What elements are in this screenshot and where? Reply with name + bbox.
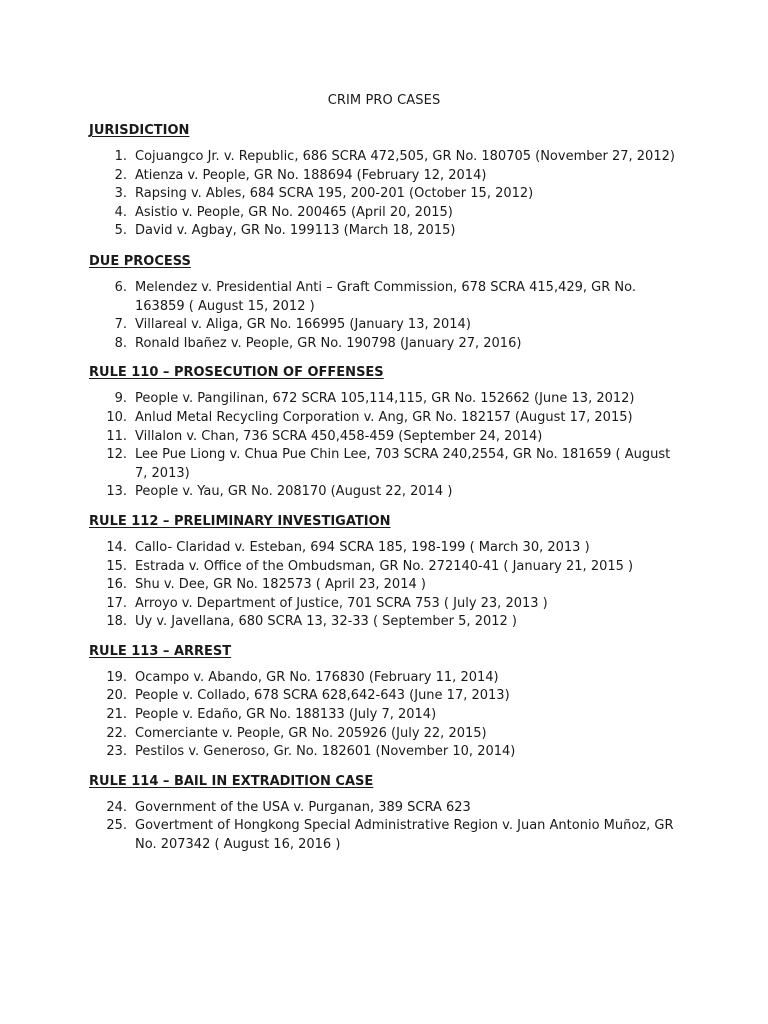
case-number: 6. bbox=[114, 279, 127, 295]
case-number: 18. bbox=[106, 614, 127, 630]
case-number: 15. bbox=[106, 558, 127, 574]
case-citation: Villareal v. Aliga, GR No. 166995 (January 13, 2014) bbox=[135, 317, 471, 333]
case-citation: Estrada v. Office of the Ombudsman, GR No. 272140-41 ( January 21, 2015 ) bbox=[135, 558, 634, 574]
case-number: 25. bbox=[106, 818, 127, 834]
case-number: 21. bbox=[106, 707, 127, 723]
case-item bbox=[89, 167, 689, 186]
document-body bbox=[89, 121, 689, 865]
case-item bbox=[89, 539, 689, 558]
case-citation: David v. Agbay, GR No. 199113 (March 18, 2015) bbox=[135, 223, 456, 239]
case-item bbox=[89, 428, 689, 447]
case-number: 3. bbox=[114, 186, 127, 202]
case-item bbox=[89, 576, 689, 595]
case-item bbox=[89, 687, 689, 706]
case-number: 22. bbox=[106, 725, 127, 741]
case-number: 19. bbox=[106, 669, 127, 685]
case-list bbox=[89, 148, 689, 241]
case-list bbox=[89, 539, 689, 632]
case-item bbox=[89, 817, 689, 854]
document-title: CRIM PRO CASES bbox=[327, 93, 441, 108]
case-item bbox=[89, 706, 689, 725]
case-item bbox=[89, 743, 689, 762]
case-list bbox=[89, 390, 689, 502]
case-citation: Government of the USA v. Purganan, 389 SCRA 623 bbox=[135, 799, 471, 815]
case-citation: Atienza v. People, GR No. 188694 (February 12, 2014) bbox=[135, 167, 487, 183]
section-heading: DUE PROCESS bbox=[89, 253, 191, 269]
case-citation: Shu v. Dee, GR No. 182573 ( April 23, 2014 ) bbox=[135, 577, 426, 593]
case-item bbox=[89, 222, 689, 241]
case-item bbox=[89, 669, 689, 688]
case-item bbox=[89, 335, 689, 354]
case-citation: People v. Pangilinan, 672 SCRA 105,114,115, GR No. 152662 (June 13, 2012) bbox=[135, 391, 635, 407]
section-heading: RULE 114 – BAIL IN EXTRADITION CASE bbox=[89, 773, 374, 789]
case-citation: Anlud Metal Recycling Corporation v. Ang, GR No. 182157 (August 17, 2015) bbox=[135, 409, 633, 425]
case-citation: Pestilos v. Generoso, Gr. No. 182601 (November 10, 2014) bbox=[135, 744, 516, 760]
case-item bbox=[89, 185, 689, 204]
case-item bbox=[89, 390, 689, 409]
case-item bbox=[89, 595, 689, 614]
case-citation: Govertment of Hongkong Special Administrative Region v. Juan Antonio Muñoz, GR No. 207342 ( August 16, 2016 ) bbox=[135, 818, 674, 853]
section-heading: RULE 112 – PRELIMINARY INVESTIGATION bbox=[89, 513, 391, 529]
case-number: 24. bbox=[106, 799, 127, 815]
case-number: 4. bbox=[114, 204, 127, 220]
case-citation: Lee Pue Liong v. Chua Pue Chin Lee, 703 SCRA 240,2554, GR No. 181659 ( August 7, 2013) bbox=[135, 447, 671, 481]
case-citation: Arroyo v. Department of Justice, 701 SCRA 753 ( July 23, 2013 ) bbox=[135, 595, 548, 611]
case-item bbox=[89, 799, 689, 818]
section-rule-114 bbox=[89, 772, 689, 855]
case-number: 2. bbox=[114, 167, 127, 183]
case-number: 17. bbox=[106, 595, 127, 611]
case-citation: Cojuangco Jr. v. Republic, 686 SCRA 472,505, GR No. 180705 (November 27, 2012) bbox=[135, 149, 675, 164]
case-item bbox=[89, 279, 689, 316]
section-heading: JURISDICTION bbox=[89, 123, 190, 138]
section-rule-113 bbox=[89, 642, 689, 762]
case-citation: Melendez v. Presidential Anti – Graft Commission, 678 SCRA 415,429, GR No. 163859 ( August 15, 2012 ) bbox=[135, 279, 636, 314]
case-citation: Comerciante v. People, GR No. 205926 (July 22, 2015) bbox=[135, 725, 487, 741]
case-number: 13. bbox=[106, 484, 127, 500]
section-rule-112 bbox=[89, 512, 689, 632]
case-item bbox=[89, 725, 689, 744]
case-number: 23. bbox=[106, 744, 127, 760]
case-citation: People v. Edaño, GR No. 188133 (July 7, 2014) bbox=[135, 707, 437, 723]
case-citation: Rapsing v. Ables, 684 SCRA 195, 200-201 (October 15, 2012) bbox=[135, 186, 534, 202]
case-number: 11. bbox=[106, 428, 127, 444]
case-number: 16. bbox=[106, 577, 127, 593]
case-list bbox=[89, 279, 689, 353]
case-citation: Asistio v. People, GR No. 200465 (April 20, 2015) bbox=[135, 204, 453, 220]
case-number: 9. bbox=[114, 391, 127, 407]
case-list bbox=[89, 799, 689, 855]
section-due-process bbox=[89, 252, 689, 353]
case-citation: People v. Yau, GR No. 208170 (August 22, 2014 ) bbox=[135, 484, 453, 500]
section-jurisdiction bbox=[89, 121, 689, 241]
case-number: 8. bbox=[114, 335, 127, 351]
section-rule-110 bbox=[89, 363, 689, 502]
case-citation: People v. Collado, 678 SCRA 628,642-643 (June 17, 2013) bbox=[135, 688, 510, 704]
case-number: 7. bbox=[114, 317, 127, 333]
case-citation: Callo- Claridad v. Esteban, 694 SCRA 185, 198-199 ( March 30, 2013 ) bbox=[135, 539, 590, 555]
case-citation: Villalon v. Chan, 736 SCRA 450,458-459 (September 24, 2014) bbox=[135, 428, 543, 444]
case-item bbox=[89, 558, 689, 577]
case-item bbox=[89, 148, 689, 167]
case-number: 12. bbox=[106, 447, 127, 463]
case-citation: Ocampo v. Abando, GR No. 176830 (February 11, 2014) bbox=[135, 669, 499, 685]
case-number: 20. bbox=[106, 688, 127, 704]
section-heading: RULE 110 – PROSECUTION OF OFFENSES bbox=[89, 365, 384, 381]
case-list bbox=[89, 669, 689, 762]
section-heading: RULE 113 – ARREST bbox=[89, 643, 232, 659]
case-item bbox=[89, 483, 689, 502]
case-item bbox=[89, 613, 689, 632]
case-item bbox=[89, 204, 689, 223]
case-item bbox=[89, 316, 689, 335]
case-number: 14. bbox=[106, 539, 127, 555]
case-citation: Uy v. Javellana, 680 SCRA 13, 32-33 ( September 5, 2012 ) bbox=[135, 614, 517, 630]
case-number: 10. bbox=[106, 409, 127, 425]
case-number: 1. bbox=[114, 149, 127, 164]
case-citation: Ronald Ibañez v. People, GR No. 190798 (January 27, 2016) bbox=[135, 335, 522, 351]
case-item bbox=[89, 409, 689, 428]
case-item bbox=[89, 446, 689, 483]
case-number: 5. bbox=[114, 223, 127, 239]
